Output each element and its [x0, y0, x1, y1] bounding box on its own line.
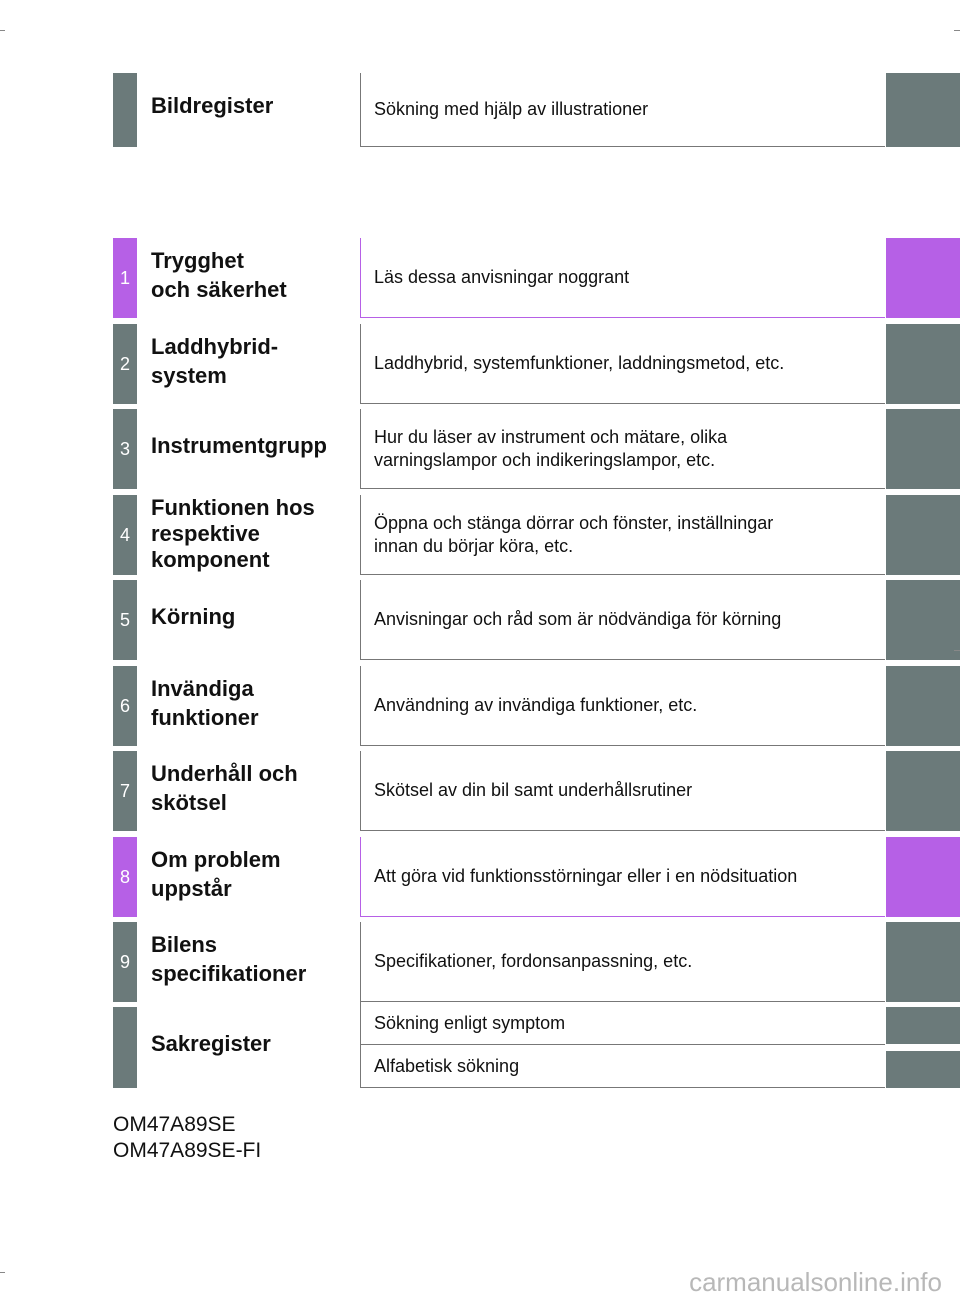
- chapter-title: Trygghet och säkerhet: [151, 248, 287, 302]
- footer-watermark-link[interactable]: carmanualsonline.info: [689, 1267, 942, 1297]
- chapter-description: Att göra vid funktionsstörningar eller i en nödsituation: [360, 837, 885, 917]
- chapter-description: Skötsel av din bil samt underhållsrutiner: [360, 751, 885, 831]
- chapter-number: 8: [113, 837, 137, 917]
- side-tab-chapter-7[interactable]: [886, 751, 960, 831]
- toc-row-chapter-3[interactable]: [113, 409, 960, 489]
- toc-row-chapter-1[interactable]: [113, 238, 960, 318]
- side-tab-chapter-1[interactable]: [886, 238, 960, 318]
- chapter-number: 4: [113, 495, 137, 575]
- toc-row-chapter-2[interactable]: [113, 324, 960, 404]
- chapter-number: 2: [113, 324, 137, 404]
- chapter-title: Invändiga funktioner: [151, 676, 259, 730]
- chapter-description: Specifikationer, fordonsanpassning, etc.: [360, 922, 885, 1002]
- chapter-title: Bildregister: [151, 93, 274, 118]
- crop-mark: [0, 30, 5, 31]
- chapter-title: Körning: [151, 604, 236, 629]
- manual-code-2: OM47A89SE-FI: [113, 1139, 262, 1162]
- side-tab-symptom[interactable]: [886, 1007, 960, 1044]
- side-tab[interactable]: [886, 73, 960, 147]
- side-tab-chapter-3[interactable]: [886, 409, 960, 489]
- side-tab-chapter-9[interactable]: [886, 922, 960, 1002]
- chapter-title: Sakregister: [151, 1031, 271, 1056]
- toc-row-sakregister[interactable]: [113, 1007, 960, 1088]
- chapter-title: Funktionen hos respektive komponent: [151, 495, 315, 572]
- chapter-title: Laddhybrid- system: [151, 334, 279, 388]
- side-tab-alfabetisk[interactable]: [886, 1051, 960, 1088]
- chapter-description: Användning av invändiga funktioner, etc.: [360, 666, 885, 746]
- chapter-title: Underhåll och skötsel: [151, 761, 298, 815]
- side-tab-chapter-5[interactable]: [886, 580, 960, 660]
- chapter-number: 5: [113, 580, 137, 660]
- chapter-tab-marker: [113, 73, 137, 147]
- chapter-number: 6: [113, 666, 137, 746]
- sub-entry-symptom[interactable]: Sökning enligt symptom: [360, 1002, 885, 1045]
- toc-row-bildregister[interactable]: [113, 73, 960, 147]
- toc-row-chapter-9[interactable]: [113, 922, 960, 1002]
- chapter-number: 3: [113, 409, 137, 489]
- toc-row-chapter-4[interactable]: [113, 495, 960, 575]
- side-tab-chapter-6[interactable]: [886, 666, 960, 746]
- chapter-description: Öppna och stänga dörrar och fönster, inställningar innan du börjar köra, etc.: [360, 495, 885, 575]
- chapter-description: Laddhybrid, systemfunktioner, laddningsmetod, etc.: [360, 324, 885, 404]
- chapter-number: 9: [113, 922, 137, 1002]
- chapter-description: Anvisningar och råd som är nödvändiga för körning: [360, 580, 885, 660]
- crop-mark: [0, 1272, 5, 1273]
- side-tab-chapter-8[interactable]: [886, 837, 960, 917]
- crop-mark: [954, 30, 960, 31]
- side-tab-chapter-2[interactable]: [886, 324, 960, 404]
- toc-row-chapter-6[interactable]: [113, 666, 960, 746]
- chapter-tab-marker: [113, 1007, 137, 1088]
- sub-entry-alfabetisk[interactable]: Alfabetisk sökning: [360, 1045, 885, 1088]
- manual-code-1: OM47A89SE: [113, 1113, 236, 1136]
- chapter-title: Instrumentgrupp: [151, 433, 327, 458]
- crop-mark: [954, 650, 960, 651]
- chapter-number: 7: [113, 751, 137, 831]
- chapter-number: 1: [113, 238, 137, 318]
- side-tab-chapter-4[interactable]: [886, 495, 960, 575]
- chapter-description: Sökning med hjälp av illustrationer: [360, 73, 885, 147]
- chapter-description: Hur du läser av instrument och mätare, olika varningslampor och indikeringslampor, etc.: [360, 409, 885, 489]
- toc-row-chapter-5[interactable]: [113, 580, 960, 660]
- chapter-description: Läs dessa anvisningar noggrant: [360, 238, 885, 318]
- chapter-title: Bilens specifikationer: [151, 932, 307, 986]
- toc-row-chapter-7[interactable]: [113, 751, 960, 831]
- toc-row-chapter-8[interactable]: [113, 837, 960, 917]
- chapter-title: Om problem uppstår: [151, 847, 281, 901]
